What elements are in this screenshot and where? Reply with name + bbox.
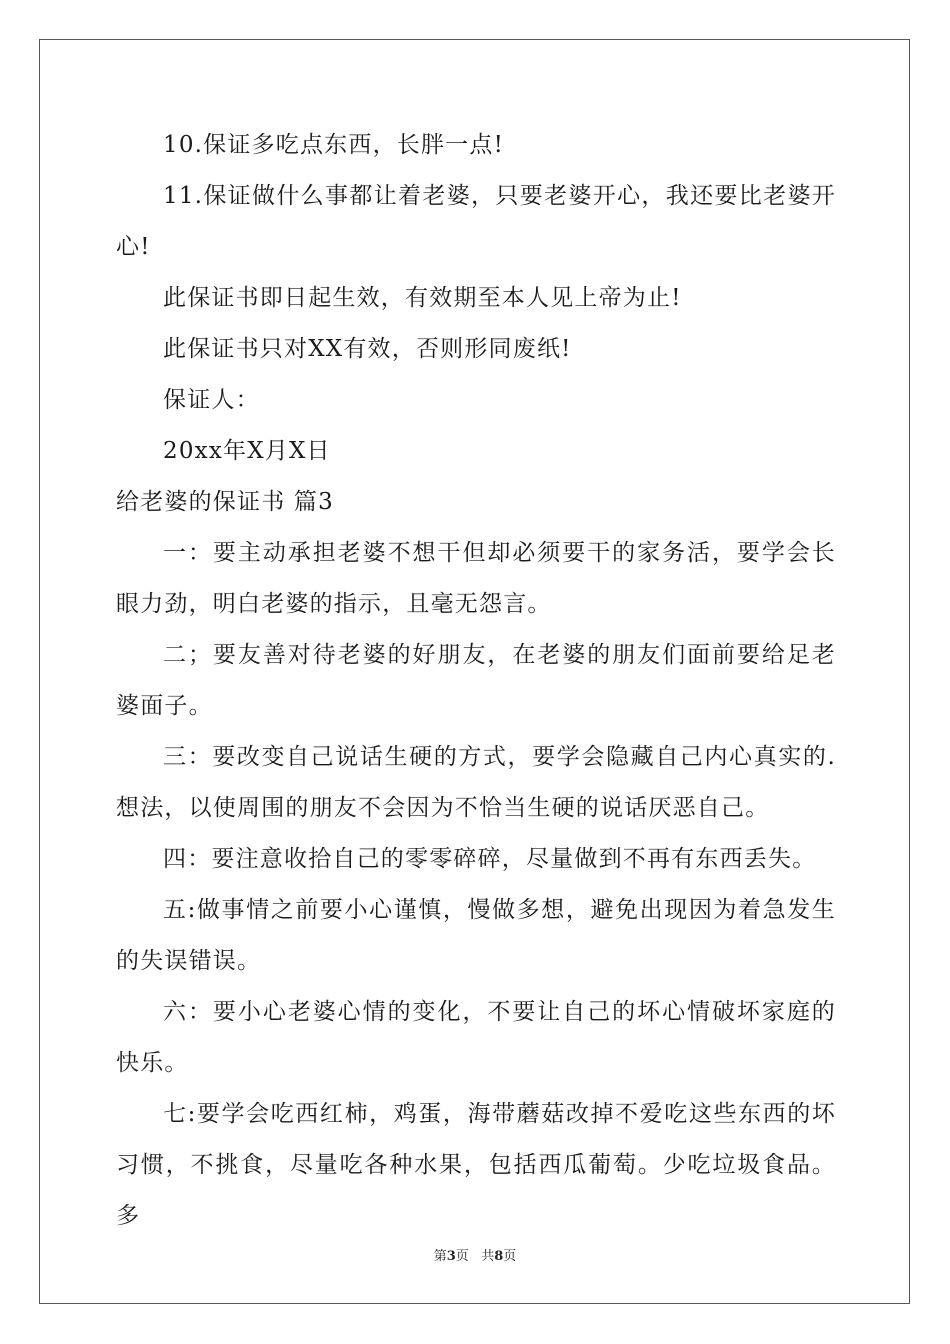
paragraph: 五:做事情之前要小心谨慎，慢做多想，避免出现因为着急发生的失误错误。 — [116, 897, 836, 974]
total-pages: 8 — [494, 1249, 504, 1264]
paragraph: 二；要友善对待老婆的好朋友，在老婆的朋友们面前要给足老婆面子。 — [116, 642, 836, 719]
section-heading: 给老婆的保证书 篇3 — [116, 489, 334, 515]
total-prefix: 共 — [481, 1249, 495, 1264]
paragraph: 11.保证做什么事都让着老婆，只要老婆开心，我还要比老婆开心! — [116, 183, 836, 260]
paragraph: 20xx年X月X日 — [163, 438, 331, 464]
paragraph: 保证人： — [163, 387, 260, 413]
page-number: 3 — [446, 1249, 456, 1264]
paragraph: 三：要改变自己说话生硬的方式，要学会隐藏自己内心真实的.想法，以使周围的朋友不会因为不恰当生硬的说话厌恶自己。 — [116, 744, 836, 821]
page-suffix: 页 — [455, 1249, 469, 1264]
page-prefix: 第 — [433, 1249, 447, 1264]
total-suffix: 页 — [503, 1249, 517, 1264]
paragraph: 10.保证多吃点东西，长胖一点! — [163, 132, 505, 158]
paragraph: 一：要主动承担老婆不想干但却必须要干的家务活，要学会长眼力劲，明白老婆的指示，且毫无怨言。 — [116, 540, 836, 617]
page-footer — [0, 1245, 950, 1264]
paragraph: 四：要注意收拾自己的零零碎碎，尽量做到不再有东西丢失。 — [163, 846, 817, 872]
paragraph: 七:要学会吃西红柿，鸡蛋，海带蘑菇改掉不爱吃这些东西的坏习惯，不挑食，尽量吃各种水果，包括西瓜葡萄。少吃垃圾食品。多 — [116, 1101, 836, 1229]
paragraph: 此保证书即日起生效，有效期至本人见上帝为止! — [163, 285, 682, 311]
document-body — [116, 120, 836, 1242]
paragraph: 六：要小心老婆心情的变化，不要让自己的坏心情破坏家庭的快乐。 — [116, 999, 836, 1076]
paragraph: 此保证书只对XX有效，否则形同废纸! — [163, 336, 572, 362]
